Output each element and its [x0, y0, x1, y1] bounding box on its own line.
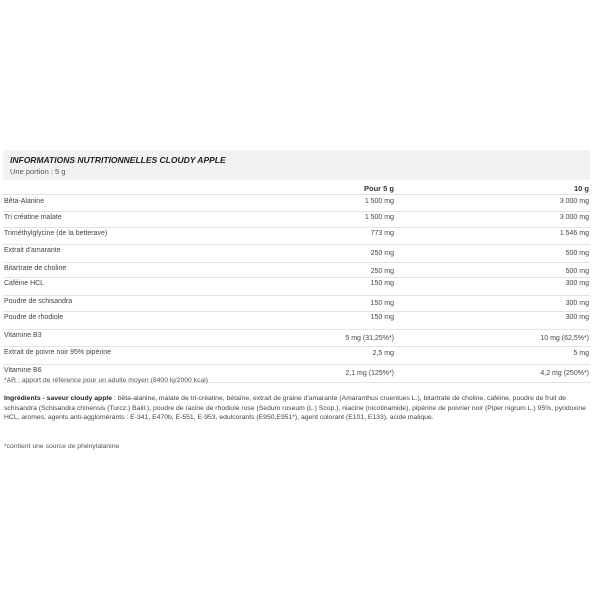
row-value-5g: 1 500 mg	[364, 198, 394, 205]
row-nutrient-name: Tri créatine malate	[4, 214, 62, 221]
row-value-5g: 5 mg (31,25%*)	[345, 335, 394, 342]
table-row	[0, 212, 600, 228]
row-nutrient-name: Bêta-Alanine	[4, 198, 45, 205]
ingredients-list: : bêta-alanine, malate de tri-créatine, bétaïne, extrait de graine d'amarante (Amaranthus cruentues L.), bitartrate de choline, caféine, poudre de fruit de schisandra (Schisandra chinensis (Turcz.) Baill.), poudre de racine de rhodiole rose (Sedum roseum (L.) Scop.), niacine (nicotinamide), pipérine de poivrier noir (Piper nigrum L.) 95%, pyridoxine HCL, aromes, agents anti-agglomérants : E-341, E470b, E-551, E-953, edulcorants (E950,E951*), agent colorant (E101, E133), acide malique.	[4, 395, 586, 422]
row-value-10g: 300 mg	[565, 280, 589, 287]
row-value-10g: 500 mg	[565, 250, 589, 257]
row-value-10g: 10 mg (62,5%*)	[540, 335, 589, 342]
column-header-10g: 10 g	[573, 184, 589, 193]
table-row	[0, 347, 600, 363]
row-value-5g: 150 mg	[370, 300, 394, 307]
row-value-10g: 3 000 mg	[559, 198, 589, 205]
phenylalanine-note: *contient une source de phénylalanine	[4, 443, 120, 450]
table-row	[0, 312, 600, 328]
row-value-5g: 1 500 mg	[364, 214, 394, 221]
row-nutrient-name: Caféine HCL	[4, 280, 45, 287]
row-nutrient-name: Vitamine B3	[4, 332, 42, 339]
row-value-10g: 5 mg	[573, 350, 589, 357]
row-value-10g: 300 mg	[565, 314, 589, 321]
table-row	[0, 330, 600, 346]
footnote-ar: *AR : apport de référence pour un adulte moyen (8400 kj/2000 kcal)	[4, 377, 209, 384]
row-nutrient-name: Poudre de schisandra	[4, 298, 73, 305]
row-value-10g: 300 mg	[565, 300, 589, 307]
row-value-5g: 150 mg	[370, 280, 394, 287]
row-nutrient-name: Bitartrate de choline	[4, 265, 67, 272]
table-row	[0, 228, 600, 244]
table-row	[0, 196, 600, 212]
row-nutrient-name: Extrait de poivre noir 95% pipérine	[4, 349, 112, 356]
row-nutrient-name: Vitamine B6	[4, 367, 42, 374]
table-row	[0, 296, 600, 312]
table-row	[0, 245, 600, 261]
portion-size: Une portion : 5 g	[10, 167, 66, 176]
row-value-5g: 150 mg	[370, 314, 394, 321]
ingredients-text	[4, 394, 590, 423]
row-value-10g: 1 546 mg	[559, 230, 589, 237]
row-nutrient-name: Triméthylglycine (de la betterave)	[4, 230, 108, 237]
ingredients-label: Ingrédients - saveur cloudy apple	[4, 395, 113, 402]
row-value-5g: 2,1 mg (125%*)	[345, 370, 394, 377]
row-value-10g: 3 000 mg	[559, 214, 589, 221]
table-row	[0, 278, 600, 294]
row-value-10g: 4,2 mg (250%*)	[540, 370, 589, 377]
column-header-5g: Pour 5 g	[363, 184, 394, 193]
divider	[3, 194, 590, 195]
row-value-5g: 2,5 mg	[372, 350, 394, 357]
row-nutrient-name: Extrait d'amarante	[4, 247, 61, 254]
row-value-5g: 250 mg	[370, 250, 394, 257]
row-value-5g: 773 mg	[370, 230, 394, 237]
panel-title: INFORMATIONS NUTRITIONNELLES CLOUDY APPLE	[10, 155, 226, 165]
row-nutrient-name: Poudre de rhodiole	[4, 314, 64, 321]
row-value-5g: 250 mg	[370, 268, 394, 275]
row-value-10g: 500 mg	[565, 268, 589, 275]
